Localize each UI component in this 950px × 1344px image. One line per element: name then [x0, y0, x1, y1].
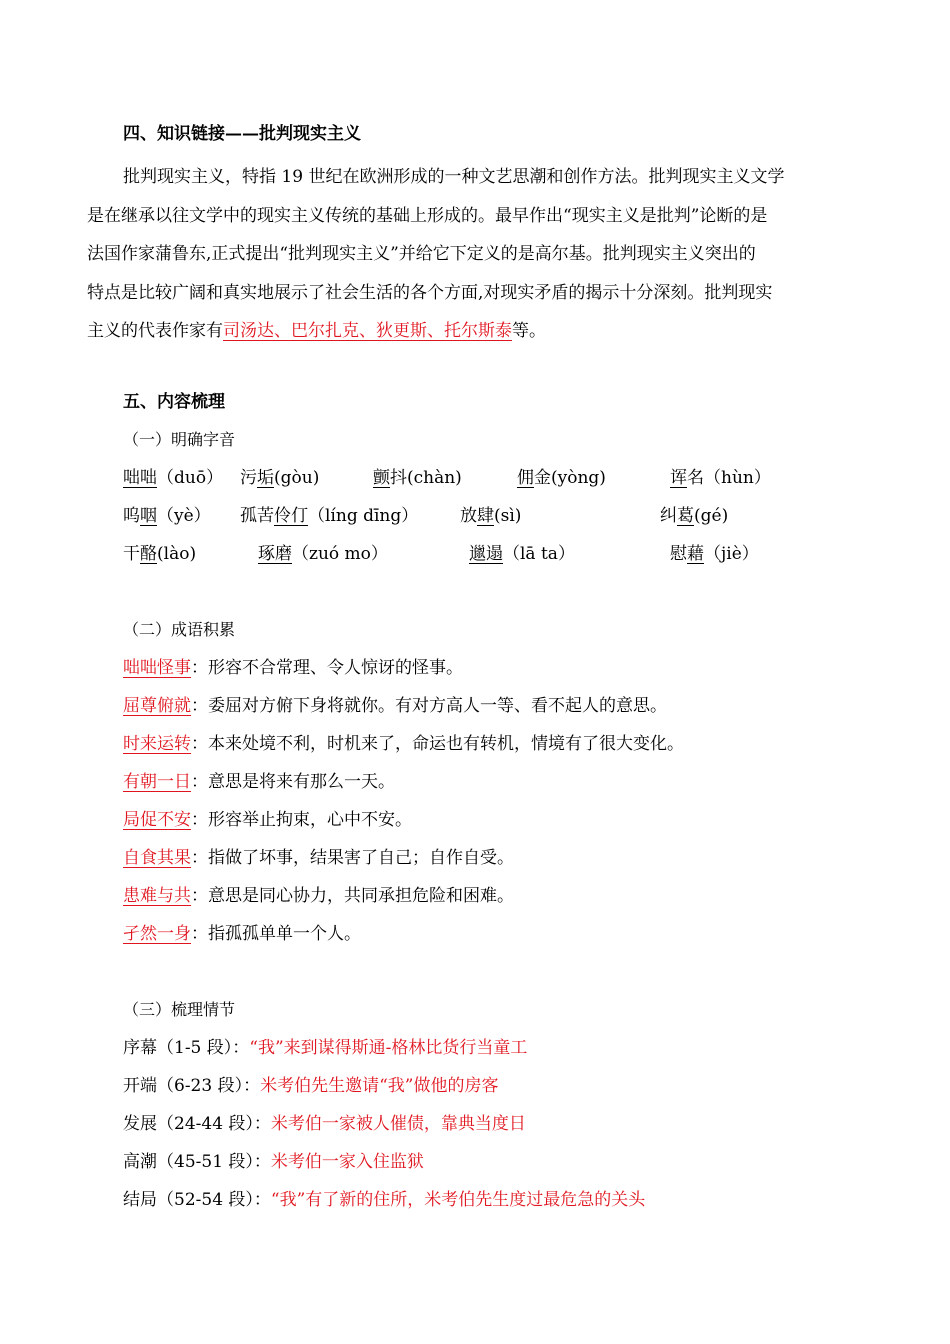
pron-item: 咄咄（duō） [123, 468, 224, 488]
pron-item: 干酪(lào) [123, 544, 197, 564]
idiom-title: （二）成语积累 [123, 620, 236, 639]
plot-text: “我”来到谋得斯通-格林比货行当童工 [249, 1038, 528, 1058]
idiom-term: 孑然一身 [123, 924, 191, 944]
idiom-term: 局促不安 [123, 810, 191, 830]
pron-item: 琢磨（zuó mo） [258, 544, 388, 564]
pron-item: 放肆(sì) [460, 506, 522, 526]
idiom-row [123, 808, 412, 832]
plot-label: 结局（52-54 段）： [123, 1190, 271, 1210]
idiom-row [123, 846, 514, 870]
plot-row [123, 1188, 645, 1212]
idiom-term: 屈尊俯就 [123, 696, 191, 716]
plot-label: 序幕（1-5 段）： [123, 1038, 250, 1058]
section4-line-1: 批判现实主义，特指 19 世纪在欧洲形成的一种文艺思潮和创作方法。批判现实主义文学 [123, 167, 785, 187]
plot-text: “我”有了新的住所，米考伯先生度过最危急的关头 [270, 1190, 646, 1210]
section5-title: 五、内容梳理 [123, 392, 225, 412]
section4-title: 四、知识链接——批判现实主义 [123, 124, 361, 144]
pronunciation-title: （一）明确字音 [123, 430, 236, 449]
section4-line-2: 是在继承以往文学中的现实主义传统的基础上形成的。最早作出“现实主义是批判”论断的是 [87, 205, 768, 226]
idiom-def: ：形容举止拘束，心中不安。 [191, 810, 412, 830]
plot-text: 米考伯先生邀请“我”做他的房客 [260, 1076, 499, 1096]
plot-title: （三）梳理情节 [123, 1000, 236, 1019]
idiom-term: 咄咄怪事 [123, 658, 191, 678]
idiom-def: ：意思是同心协力，共同承担危险和困难。 [191, 886, 514, 906]
plot-row [123, 1074, 499, 1098]
idiom-term: 有朝一日 [123, 772, 191, 792]
section4-line-5 [87, 312, 863, 351]
idiom-row [123, 732, 684, 756]
idiom-row [123, 656, 463, 680]
idiom-term: 患难与共 [123, 886, 191, 906]
pron-item: 呜咽（yè） [123, 506, 211, 526]
pron-item: 孤苦伶仃（líng dīng） [240, 506, 419, 526]
idiom-def: ：意思是将来有那么一天。 [191, 772, 395, 792]
section4-authors: 司汤达、巴尔扎克、狄更斯、托尔斯泰 [223, 321, 512, 341]
section4-line-4: 特点是比较广阔和真实地展示了社会生活的各个方面,对现实矛盾的揭示十分深刻。批判现实 [87, 282, 773, 303]
plot-text: 米考伯一家被人催债，靠典当度日 [270, 1114, 526, 1134]
plot-label: 发展（24-44 段）： [123, 1114, 271, 1134]
idiom-def: ：本来处境不利，时机来了，命运也有转机，情境有了很大变化。 [191, 734, 684, 754]
pron-item: 慰藉（jiè） [670, 544, 759, 564]
idiom-def: ：形容不合常理、令人惊讶的怪事。 [191, 658, 463, 678]
idiom-row [123, 770, 395, 794]
idiom-row [123, 694, 667, 718]
section4-last-prefix: 主义的代表作家有 [87, 321, 223, 341]
pron-item: 纠葛(gé) [660, 506, 729, 526]
plot-label: 高潮（45-51 段）： [123, 1152, 271, 1172]
plot-row [123, 1112, 526, 1136]
idiom-def: ：指做了坏事，结果害了自己；自作自受。 [191, 848, 514, 868]
section4-paragraph [87, 158, 863, 351]
pron-item: 污垢(gòu) [240, 468, 320, 488]
plot-label: 开端（6-23 段）： [123, 1076, 261, 1096]
idiom-term: 时来运转 [123, 734, 191, 754]
idiom-row [123, 884, 514, 908]
section4-line-3: 法国作家蒲鲁东,正式提出“批判现实主义”并给它下定义的是高尔基。批判现实主义突出的 [87, 244, 756, 264]
idiom-def: ：指孤孤单单一个人。 [191, 924, 361, 944]
section4-last-suffix: 等。 [512, 321, 546, 341]
plot-text: 米考伯一家入住监狱 [270, 1152, 424, 1172]
pron-item: 邋遢（lā ta） [469, 544, 575, 564]
plot-row [123, 1036, 527, 1060]
plot-row [123, 1150, 424, 1174]
idiom-row [123, 922, 361, 946]
idiom-def: ：委屈对方俯下身将就你。有对方高人一等、看不起人的意思。 [191, 696, 667, 716]
pron-item: 佣金(yòng) [517, 468, 606, 488]
pron-item: 颤抖(chàn) [373, 468, 462, 488]
idiom-term: 自食其果 [123, 848, 191, 868]
pron-item: 诨名（hùn） [670, 468, 771, 488]
